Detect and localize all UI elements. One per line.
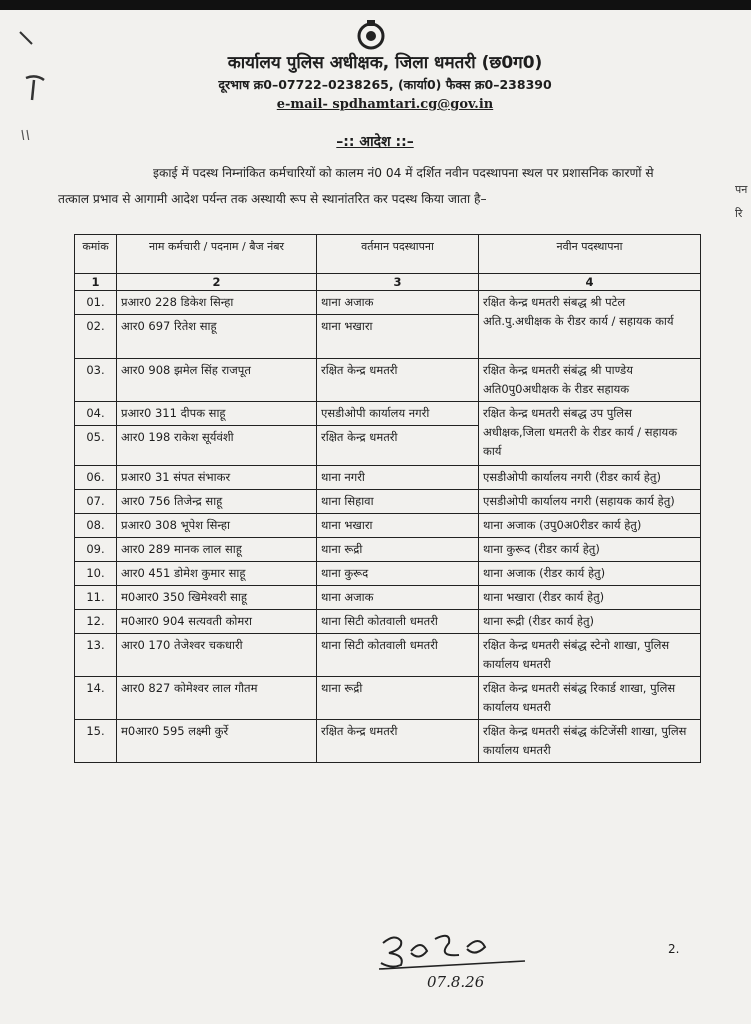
row-serial: 08. bbox=[75, 514, 117, 538]
table-row bbox=[75, 466, 701, 490]
table-row bbox=[75, 634, 701, 677]
row-employee: प्रआर0 228 डिकेश सिन्हा bbox=[117, 291, 317, 315]
col-header-current: वर्तमान पदस्थापना bbox=[317, 235, 479, 274]
col-number: 2 bbox=[117, 274, 317, 291]
row-employee: आर0 697 रितेश साहू bbox=[117, 315, 317, 359]
row-current-posting: थाना रूद्री bbox=[317, 677, 479, 720]
row-current-posting: थाना नगरी bbox=[317, 466, 479, 490]
intro-paragraph bbox=[58, 160, 670, 212]
row-serial: 05. bbox=[75, 426, 117, 466]
row-current-posting: थाना भखारा bbox=[317, 514, 479, 538]
page-number: 2. bbox=[668, 942, 680, 956]
row-new-posting: रक्षित केन्द्र धमतरी संबंद्ध कंटिजेंसी शाखा, पुलिस कार्यालय धमतरी bbox=[479, 720, 701, 763]
transfer-table bbox=[74, 234, 701, 763]
row-serial: 04. bbox=[75, 402, 117, 426]
row-serial: 06. bbox=[75, 466, 117, 490]
margin-text-fragment: पन bbox=[735, 183, 748, 196]
row-new-posting: रक्षित केन्द्र धमतरी संबद्ध उप पुलिस अधीक्षक,जिला धमतरी के रीडर कार्य / सहायक कार्य bbox=[479, 402, 701, 466]
row-new-posting: रक्षित केन्द्र धमतरी संबद्ध श्री पटेल अति.पु.अधीक्षक के रीडर कार्य / सहायक कार्य bbox=[479, 291, 701, 359]
row-employee: आर0 170 तेजेश्वर चकधारी bbox=[117, 634, 317, 677]
signature-date: 07.8.26 bbox=[427, 973, 485, 991]
col-number: 1 bbox=[75, 274, 117, 291]
office-phone: दूरभाष क्र0–07722–0238265, (कार्या0) फैक्स क्र0–238390 bbox=[218, 77, 552, 92]
row-new-posting: थाना भखारा (रीडर कार्य हेतु) bbox=[479, 586, 701, 610]
row-serial: 02. bbox=[75, 315, 117, 359]
row-employee: म0आर0 595 लक्ष्मी कुर्रे bbox=[117, 720, 317, 763]
row-employee: आर0 756 तिजेन्द्र साहू bbox=[117, 490, 317, 514]
row-employee: म0आर0 350 खिमेश्वरी साहू bbox=[117, 586, 317, 610]
row-new-posting: रक्षित केन्द्र धमतरी संबंद्ध रिकार्ड शाखा, पुलिस कार्यालय धमतरी bbox=[479, 677, 701, 720]
intro-text: इकाई में पदस्थ निम्नांकित कर्मचारियों को कालम नं0 04 में दर्शित नवीन पदस्थापना स्थल पर प्रशासनिक कारणों से तत्काल प्रभाव से आगामी आदेश पर्यन्त तक अस्थायी रूप से स्थानांतरित कर पदस्थ किया जाता है– bbox=[58, 166, 654, 206]
office-email: e-mail- spdhamtari.cg@gov.in bbox=[276, 97, 494, 112]
row-serial: 07. bbox=[75, 490, 117, 514]
row-current-posting: रक्षित केन्द्र धमतरी bbox=[317, 426, 479, 466]
table-row bbox=[75, 490, 701, 514]
row-new-posting: रक्षित केन्द्र धमतरी संबंद्ध स्टेनो शाखा, पुलिस कार्यालय धमतरी bbox=[479, 634, 701, 677]
row-serial: 13. bbox=[75, 634, 117, 677]
table-row bbox=[75, 610, 701, 634]
row-current-posting: थाना सिहावा bbox=[317, 490, 479, 514]
row-employee: म0आर0 904 सत्यवती कोमरा bbox=[117, 610, 317, 634]
row-employee: आर0 827 कोमेश्वर लाल गौतम bbox=[117, 677, 317, 720]
row-new-posting: रक्षित केन्द्र धमतरी संबंद्ध श्री पाण्डेय अति0पु0अधीक्षक के रीडर सहायक bbox=[479, 359, 701, 402]
row-employee: आर0 289 मानक लाल साहू bbox=[117, 538, 317, 562]
table-row bbox=[75, 291, 701, 315]
row-serial: 14. bbox=[75, 677, 117, 720]
row-serial: 15. bbox=[75, 720, 117, 763]
col-header-serial: कमांक bbox=[75, 235, 117, 274]
row-serial: 09. bbox=[75, 538, 117, 562]
col-header-name: नाम कर्मचारी / पदनाम / बैज नंबर bbox=[117, 235, 317, 274]
table-row bbox=[75, 359, 701, 402]
row-current-posting: एसडीओपी कार्यालय नगरी bbox=[317, 402, 479, 426]
staple-mark-icon bbox=[18, 30, 58, 140]
row-current-posting: रक्षित केन्द्र धमतरी bbox=[317, 359, 479, 402]
row-new-posting: एसडीओपी कार्यालय नगरी (रीडर कार्य हेतु) bbox=[479, 466, 701, 490]
row-current-posting: थाना अजाक bbox=[317, 586, 479, 610]
col-number: 3 bbox=[317, 274, 479, 291]
row-serial: 12. bbox=[75, 610, 117, 634]
row-new-posting: एसडीओपी कार्यालय नगरी (सहायक कार्य हेतु) bbox=[479, 490, 701, 514]
row-current-posting: थाना भखारा bbox=[317, 315, 479, 359]
row-employee: प्रआर0 311 दीपक साहू bbox=[117, 402, 317, 426]
table-row bbox=[75, 402, 701, 426]
order-title: –:: आदेश ::– bbox=[336, 134, 414, 150]
table-row bbox=[75, 562, 701, 586]
row-new-posting: थाना अजाक (उपु0अ0रीडर कार्य हेतु) bbox=[479, 514, 701, 538]
table-header-row bbox=[75, 235, 701, 274]
row-new-posting: थाना अजाक (रीडर कार्य हेतु) bbox=[479, 562, 701, 586]
police-emblem-icon bbox=[353, 18, 389, 54]
margin-text-fragment: रि bbox=[735, 207, 743, 220]
row-current-posting: थाना रूद्री bbox=[317, 538, 479, 562]
col-header-new: नवीन पदस्थापना bbox=[479, 235, 701, 274]
row-employee: आर0 908 झमेल सिंह राजपूत bbox=[117, 359, 317, 402]
row-serial: 10. bbox=[75, 562, 117, 586]
row-new-posting: थाना कुरूद (रीडर कार्य हेतु) bbox=[479, 538, 701, 562]
table-row bbox=[75, 586, 701, 610]
table-row bbox=[75, 720, 701, 763]
office-title: कार्यालय पुलिस अधीक्षक, जिला धमतरी (छ0ग0) bbox=[227, 53, 543, 73]
row-employee: आर0 451 डोमेश कुमार साहू bbox=[117, 562, 317, 586]
row-current-posting: थाना कुरूद bbox=[317, 562, 479, 586]
row-employee: प्रआर0 31 संपत संभाकर bbox=[117, 466, 317, 490]
row-current-posting: रक्षित केन्द्र धमतरी bbox=[317, 720, 479, 763]
row-serial: 01. bbox=[75, 291, 117, 315]
row-current-posting: थाना सिटी कोतवाली धमतरी bbox=[317, 610, 479, 634]
table-row bbox=[75, 538, 701, 562]
row-current-posting: थाना अजाक bbox=[317, 291, 479, 315]
col-number: 4 bbox=[479, 274, 701, 291]
row-serial: 11. bbox=[75, 586, 117, 610]
column-number-row bbox=[75, 274, 701, 291]
row-new-posting: थाना रूद्री (रीडर कार्य हेतु) bbox=[479, 610, 701, 634]
top-edge bbox=[0, 0, 751, 10]
row-current-posting: थाना सिटी कोतवाली धमतरी bbox=[317, 634, 479, 677]
row-employee: आर0 198 राकेश सूर्यवंशी bbox=[117, 426, 317, 466]
table-row bbox=[75, 677, 701, 720]
row-employee: प्रआर0 308 भूपेश सिन्हा bbox=[117, 514, 317, 538]
row-serial: 03. bbox=[75, 359, 117, 402]
document-page bbox=[0, 10, 751, 1024]
table-row bbox=[75, 514, 701, 538]
handwritten-signature bbox=[375, 925, 535, 995]
